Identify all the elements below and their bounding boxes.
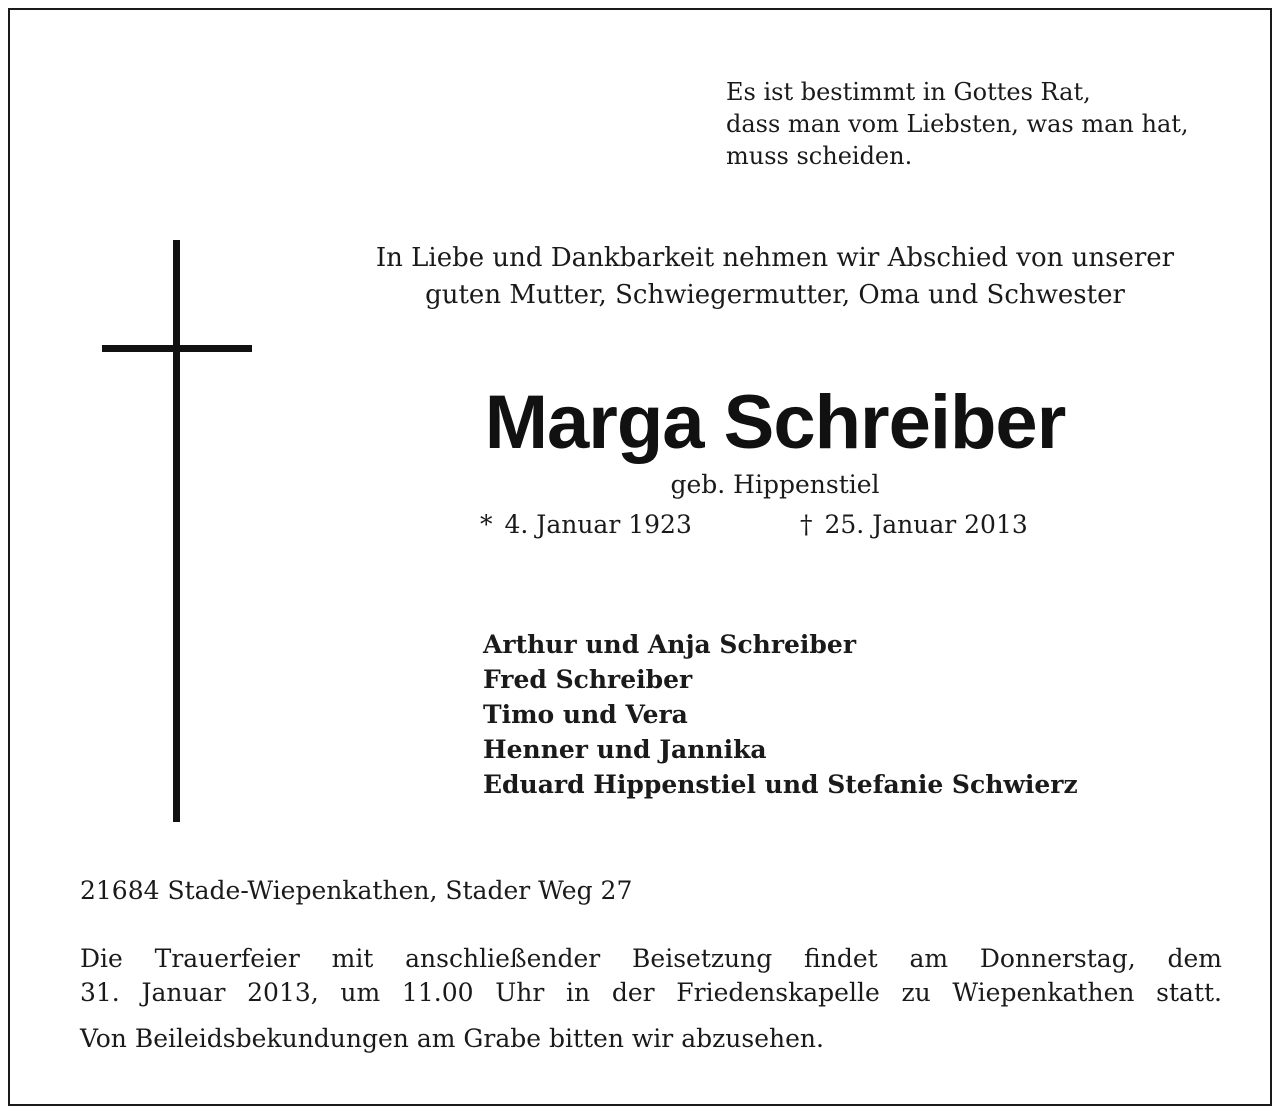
ceremony-word: am xyxy=(909,944,949,973)
poem-line: muss scheiden. xyxy=(726,142,913,170)
cross-vertical-bar xyxy=(173,240,180,822)
death-date-line xyxy=(800,508,1028,542)
cross-horizontal-bar xyxy=(102,345,252,352)
ceremony-word: findet xyxy=(804,944,878,973)
ceremony-line-1 xyxy=(80,942,1222,976)
death-symbol: † xyxy=(800,510,813,539)
intro-line: In Liebe und Dankbarkeit nehmen wir Abschied von unserer xyxy=(375,243,1175,273)
obituary-notice xyxy=(8,8,1272,1106)
birth-symbol: * xyxy=(480,510,493,539)
ceremony-word: Die xyxy=(80,944,123,973)
mourner-entry: Fred Schreiber xyxy=(483,665,693,694)
mourner-entry: Henner und Jannika xyxy=(483,735,767,764)
mourners-list xyxy=(483,627,1243,802)
maiden-name: geb. Hippenstiel xyxy=(670,470,880,499)
death-date: 25. Januar 2013 xyxy=(824,510,1028,539)
mourner-entry: Timo und Vera xyxy=(483,700,688,729)
condolence-note: Von Beileidsbekundungen am Grabe bitten wir abzusehen. xyxy=(80,1024,824,1053)
ceremony-word: anschließender xyxy=(405,944,601,973)
address: 21684 Stade-Wiepenkathen, Stader Weg 27 xyxy=(80,876,633,905)
mourner-entry: Eduard Hippenstiel und Stefanie Schwierz xyxy=(483,770,1078,799)
deceased-name: Marga Schreiber xyxy=(484,380,1066,465)
ceremony-line-2: 31. Januar 2013, um 11.00 Uhr in der Friedenskapelle zu Wiepenkathen statt. xyxy=(80,978,1222,1007)
cross-icon xyxy=(102,240,252,822)
poem-line: dass man vom Liebsten, was man hat, xyxy=(726,110,1189,138)
ceremony-word: dem xyxy=(1167,944,1222,973)
mourner-entry: Arthur und Anja Schreiber xyxy=(483,630,856,659)
poem-line: Es ist bestimmt in Gottes Rat, xyxy=(726,78,1091,106)
birth-date-line xyxy=(480,508,692,542)
intro-text xyxy=(310,240,1240,314)
ceremony-word: Donnerstag, xyxy=(979,944,1136,973)
intro-line: guten Mutter, Schwiegermutter, Oma und Schwester xyxy=(425,280,1125,310)
ceremony-word: Trauerfeier xyxy=(154,944,300,973)
ceremony-info xyxy=(80,942,1222,1010)
poem-verse xyxy=(726,76,1246,172)
birth-date: 4. Januar 1923 xyxy=(504,510,692,539)
ceremony-word: Beisetzung xyxy=(632,944,773,973)
ceremony-word: mit xyxy=(331,944,374,973)
